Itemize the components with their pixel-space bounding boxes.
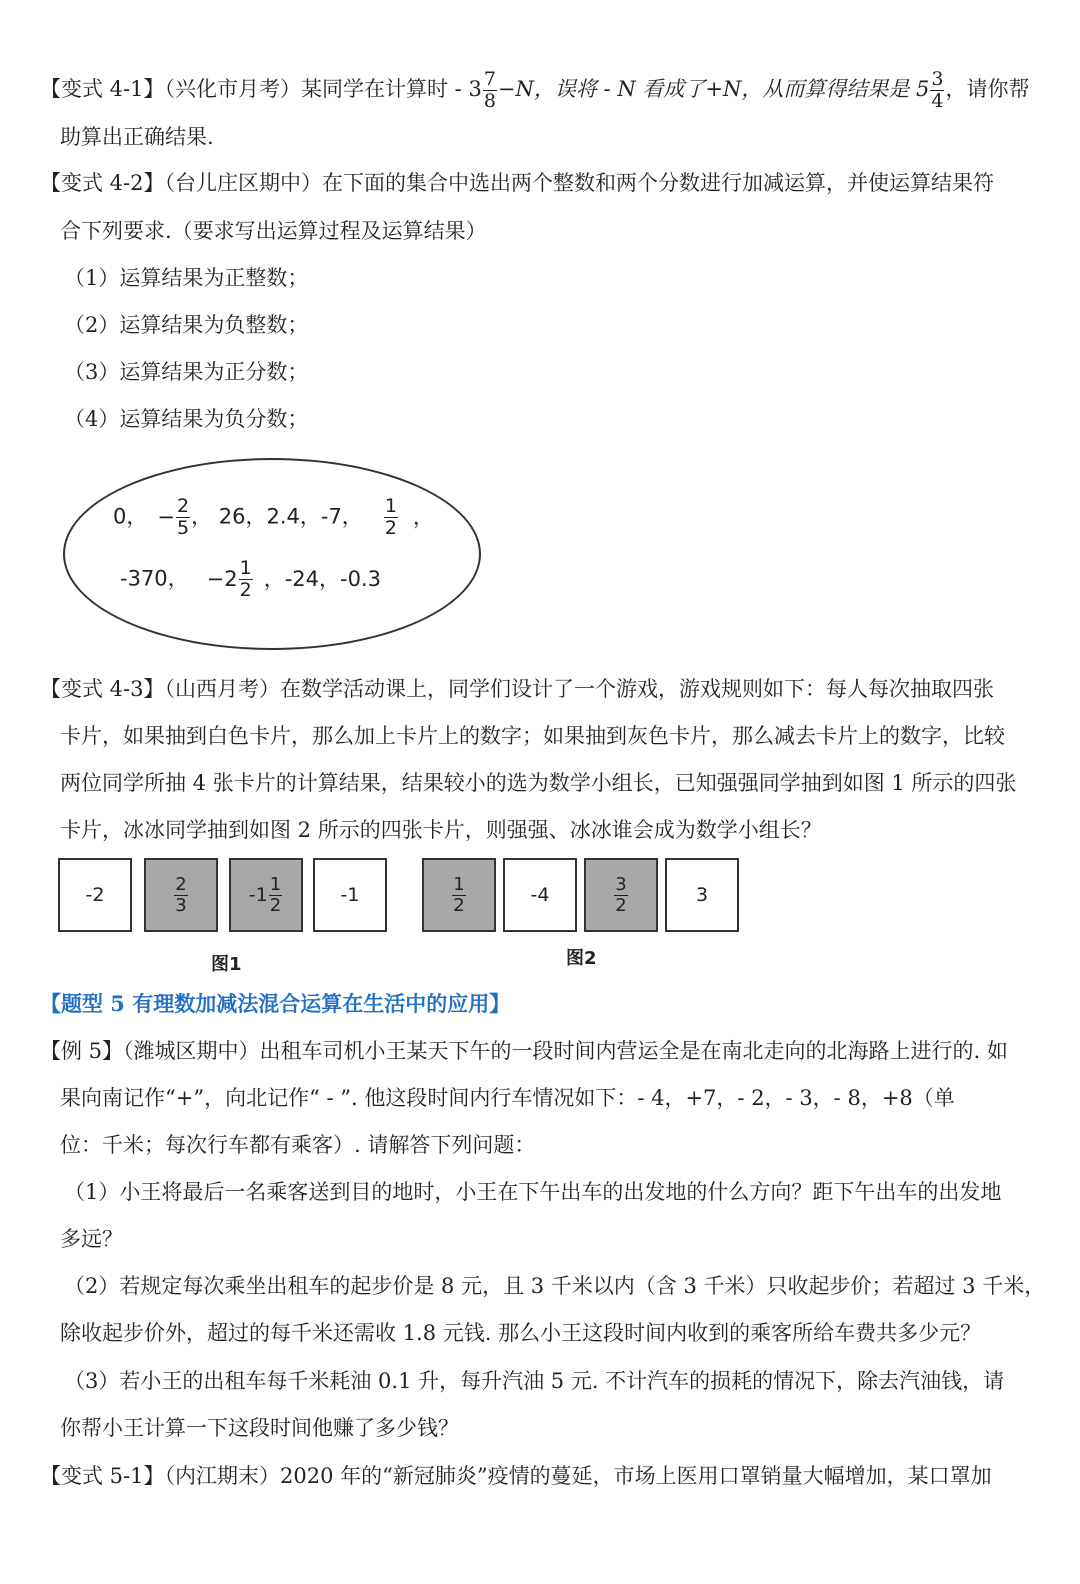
figure-1-caption: 图1 (211, 954, 242, 975)
v42-text: （台儿庄区期中）在下面的集合中选出两个整数和两个分数进行加减运算，并使运算结果符 (164, 171, 994, 195)
ex5-line1 (40, 1036, 1008, 1066)
v42-item-2: （2）运算结果为负整数； (64, 313, 309, 337)
ex5-q3b: 你帮小王计算一下这段时间他赚了多少钱？ (60, 1416, 459, 1440)
v43-line1 (40, 674, 994, 704)
v41-text-c: ，请你帮 (945, 77, 1030, 101)
v42-line1 (40, 168, 994, 198)
fraction-7-8: $\frac{7}{8}$ (483, 68, 496, 112)
v41-text-b: −N，误将 - N 看成了+N，从而算得结果是 5 (497, 77, 930, 101)
fraction-2-5: $\frac{2}{5}$ (176, 495, 190, 539)
card-3-gray: -1 $\frac{1}{2}$ (229, 858, 303, 932)
card-8-white: 3 (665, 858, 739, 932)
ex5-q2b: 除收起步价外，超过的每千米还需收 1.8 元钱. 那么小王这段时间内收到的乘客所给车费共多少元？ (60, 1321, 982, 1345)
section-heading-t5: 【题型 5 有理数加减法混合运算在生活中的应用】 (40, 991, 511, 1016)
number-set-row-2: -370， −2 $\frac{1}{2}$ ，-24，-0.3 (120, 557, 382, 601)
v41-line1 (40, 70, 1029, 111)
v43-tag: 【变式 4-3】 (40, 677, 165, 701)
v42-item-3: （3）运算结果为正分数； (64, 360, 309, 384)
number-set-row-1: 0， − $\frac{2}{5}$ ， 26，2.4，-7， $\frac{1}{2}$ ， (113, 495, 434, 539)
v42-line2: 合下列要求.（要求写出运算过程及运算结果） (60, 219, 487, 243)
ex5-line2: 果向南记作“+”，向北记作“ - ”. 他这段时间内行车情况如下：- 4，+7，- 2，- 3，- 8，+8（单 (60, 1086, 955, 1110)
card-4-white: -1 (313, 858, 387, 932)
v42-tag: 【变式 4-2】 (40, 171, 165, 195)
card-5-gray: $\frac{1}{2}$ (422, 858, 496, 932)
ex5-q1b: 多远？ (60, 1227, 123, 1251)
v51-tag: 【变式 5-1】 (40, 1464, 165, 1488)
v41-line2: 助算出正确结果. (60, 125, 214, 149)
card-7-gray: $\frac{3}{2}$ (584, 858, 658, 932)
v43-line3: 两位同学所抽 4 张卡片的计算结果，结果较小的选为数学小组长，已知强强同学抽到如图 1 所示的四张 (60, 771, 1017, 795)
v43-line2: 卡片，如果抽到白色卡片，那么加上卡片上的数字；如果抽到灰色卡片，那么减去卡片上的数字，比较 (60, 724, 1005, 748)
v41-tag: 【变式 4-1】 (40, 77, 165, 101)
ex5-text: （潍城区期中）出租车司机小王某天下午的一段时间内营运全是在南北走向的北海路上进行的. 如 (123, 1039, 1008, 1063)
fraction-1-2b: $\frac{1}{2}$ (239, 557, 252, 601)
fraction-1-2: $\frac{1}{2}$ (384, 495, 397, 539)
ex5-q3: （3）若小王的出租车每千米耗油 0.1 升，每升汽油 5 元. 不计汽车的损耗的情况下，除去汽油钱，请 (64, 1369, 1005, 1393)
v43-text: （山西月考）在数学活动课上，同学们设计了一个游戏，游戏规则如下：每人每次抽取四张 (164, 677, 994, 701)
ex5-tag: 【例 5】 (40, 1039, 124, 1063)
v42-item-4: （4）运算结果为负分数； (64, 407, 309, 431)
figure-2-caption: 图2 (566, 948, 597, 969)
ex5-q1: （1）小王将最后一名乘客送到目的地时，小王在下午出车的出发地的什么方向？距下午出车的出发地 (64, 1180, 1002, 1204)
v43-line4: 卡片，冰冰同学抽到如图 2 所示的四张卡片，则强强、冰冰谁会成为数学小组长？ (60, 818, 822, 842)
v41-text-a: （兴化市月考）某同学在计算时 - 3 (164, 77, 482, 101)
ex5-line3: 位：千米；每次行车都有乘客）. 请解答下列问题： (60, 1133, 536, 1157)
fraction-3-4: $\frac{3}{4}$ (931, 68, 944, 112)
number-set-oval (63, 458, 481, 650)
card-6-white: -4 (503, 858, 577, 932)
card-2-gray: $\frac{2}{3}$ (144, 858, 218, 932)
ex5-q2: （2）若规定每次乘坐出租车的起步价是 8 元，且 3 千米以内（含 3 千米）只收起步价；若超过 3 千米， (64, 1274, 1046, 1298)
v42-item-1: （1）运算结果为正整数； (64, 266, 309, 290)
v51-text: （内江期末）2020 年的“新冠肺炎”疫情的蔓延，市场上医用口罩销量大幅增加，某口罩加 (164, 1464, 992, 1488)
card-1-white: -2 (58, 858, 132, 932)
v51-line1 (40, 1461, 992, 1491)
